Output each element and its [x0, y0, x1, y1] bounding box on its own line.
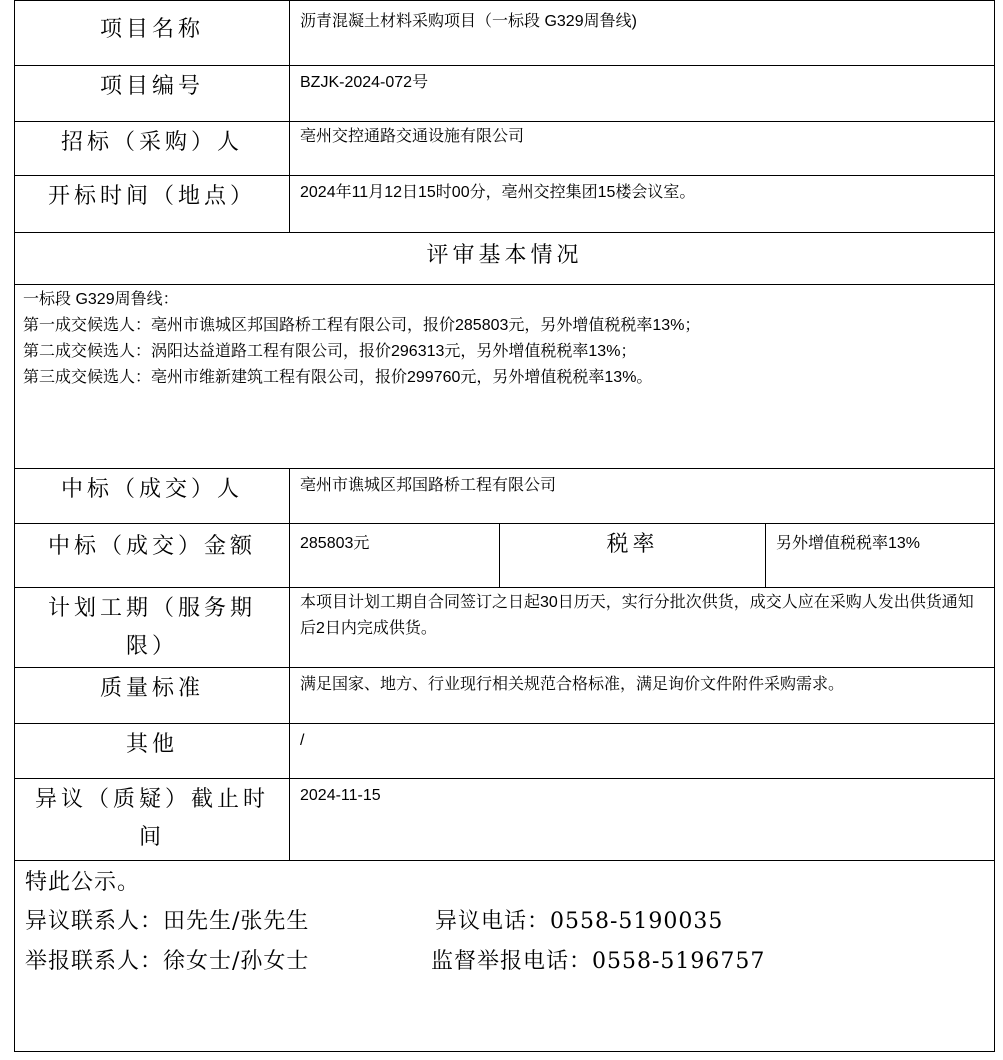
- objection-deadline: 2024-11-15: [300, 787, 381, 804]
- quality-label: 质量标准: [15, 668, 290, 723]
- tax-value: 另外增值税税率13%: [776, 535, 921, 552]
- buyer-value: 亳州交控通路交通设施有限公司: [300, 128, 525, 145]
- review-title: 评审基本情况: [426, 243, 583, 268]
- project-name-label: 项目名称: [15, 1, 290, 65]
- row-opening: [15, 176, 994, 233]
- notice-text: 特此公示。: [25, 870, 141, 895]
- amount-value: 285803元: [290, 524, 500, 587]
- quality-value: 满足国家、地方、行业现行相关规范合格标准，满足询价文件附件采购需求。: [300, 676, 845, 693]
- review-line: 第一成交候选人：亳州市谯城区邦国路桥工程有限公司，报价285803元，另外增值税税率13%；: [23, 317, 701, 334]
- review-line: 第二成交候选人：涡阳达益道路工程有限公司，报价296313元，另外增值税税率13%；: [23, 343, 637, 360]
- row-objection: [15, 779, 994, 861]
- row-project-no: [15, 66, 994, 122]
- opening-label: 开标时间（地点）: [15, 176, 290, 232]
- row-project-name: [15, 1, 994, 66]
- period-value: 本项目计划工期自合同签订之日起30日历天，实行分批次供货，成交人应在采购人发出供货通知后2日内完成供货。: [300, 594, 974, 637]
- objection-label: 异议（质疑）截止时间: [15, 779, 290, 860]
- winner-value: 亳州市谯城区邦国路桥工程有限公司: [300, 477, 557, 494]
- announcement-table: [14, 0, 995, 1052]
- row-buyer: [15, 122, 994, 176]
- period-label: 计划工期（服务期限）: [15, 588, 290, 667]
- objection-contact: 异议联系人：田先生/张先生: [25, 909, 310, 934]
- opening-value: 2024年11月12日15时00分，亳州交控集团15楼会议室。: [300, 184, 696, 201]
- report-phone: 监督举报电话：0558-5196757: [431, 949, 766, 974]
- project-name-value: 沥青混凝土材料采购项目（一标段 G329周鲁线): [300, 13, 637, 30]
- row-review-title: [15, 233, 994, 285]
- review-summary: [15, 285, 994, 391]
- footer-notice: [15, 861, 994, 1051]
- row-period: [15, 588, 994, 668]
- other-value: /: [300, 732, 305, 749]
- row-quality: [15, 668, 994, 724]
- project-no-label: 项目编号: [15, 66, 290, 121]
- buyer-label: 招标（采购）人: [15, 122, 290, 175]
- row-amount: [15, 524, 994, 588]
- review-line: 一标段 G329周鲁线：: [23, 291, 179, 308]
- row-review-body: [15, 285, 994, 469]
- winner-label: 中标（成交）人: [15, 469, 290, 523]
- amount-label: 中标（成交）金额: [15, 524, 290, 587]
- row-winner: [15, 469, 994, 524]
- review-line: 第三成交候选人：亳州市维新建筑工程有限公司，报价299760元，另外增值税税率13%。: [23, 369, 653, 386]
- objection-phone: 异议电话：0558-5190035: [435, 909, 724, 934]
- project-no-value: BZJK-2024-072号: [300, 74, 429, 91]
- other-label: 其他: [15, 724, 290, 778]
- report-contact: 举报联系人：徐女士/孙女士: [25, 949, 310, 974]
- tax-label: 税率: [500, 524, 766, 587]
- row-other: [15, 724, 994, 779]
